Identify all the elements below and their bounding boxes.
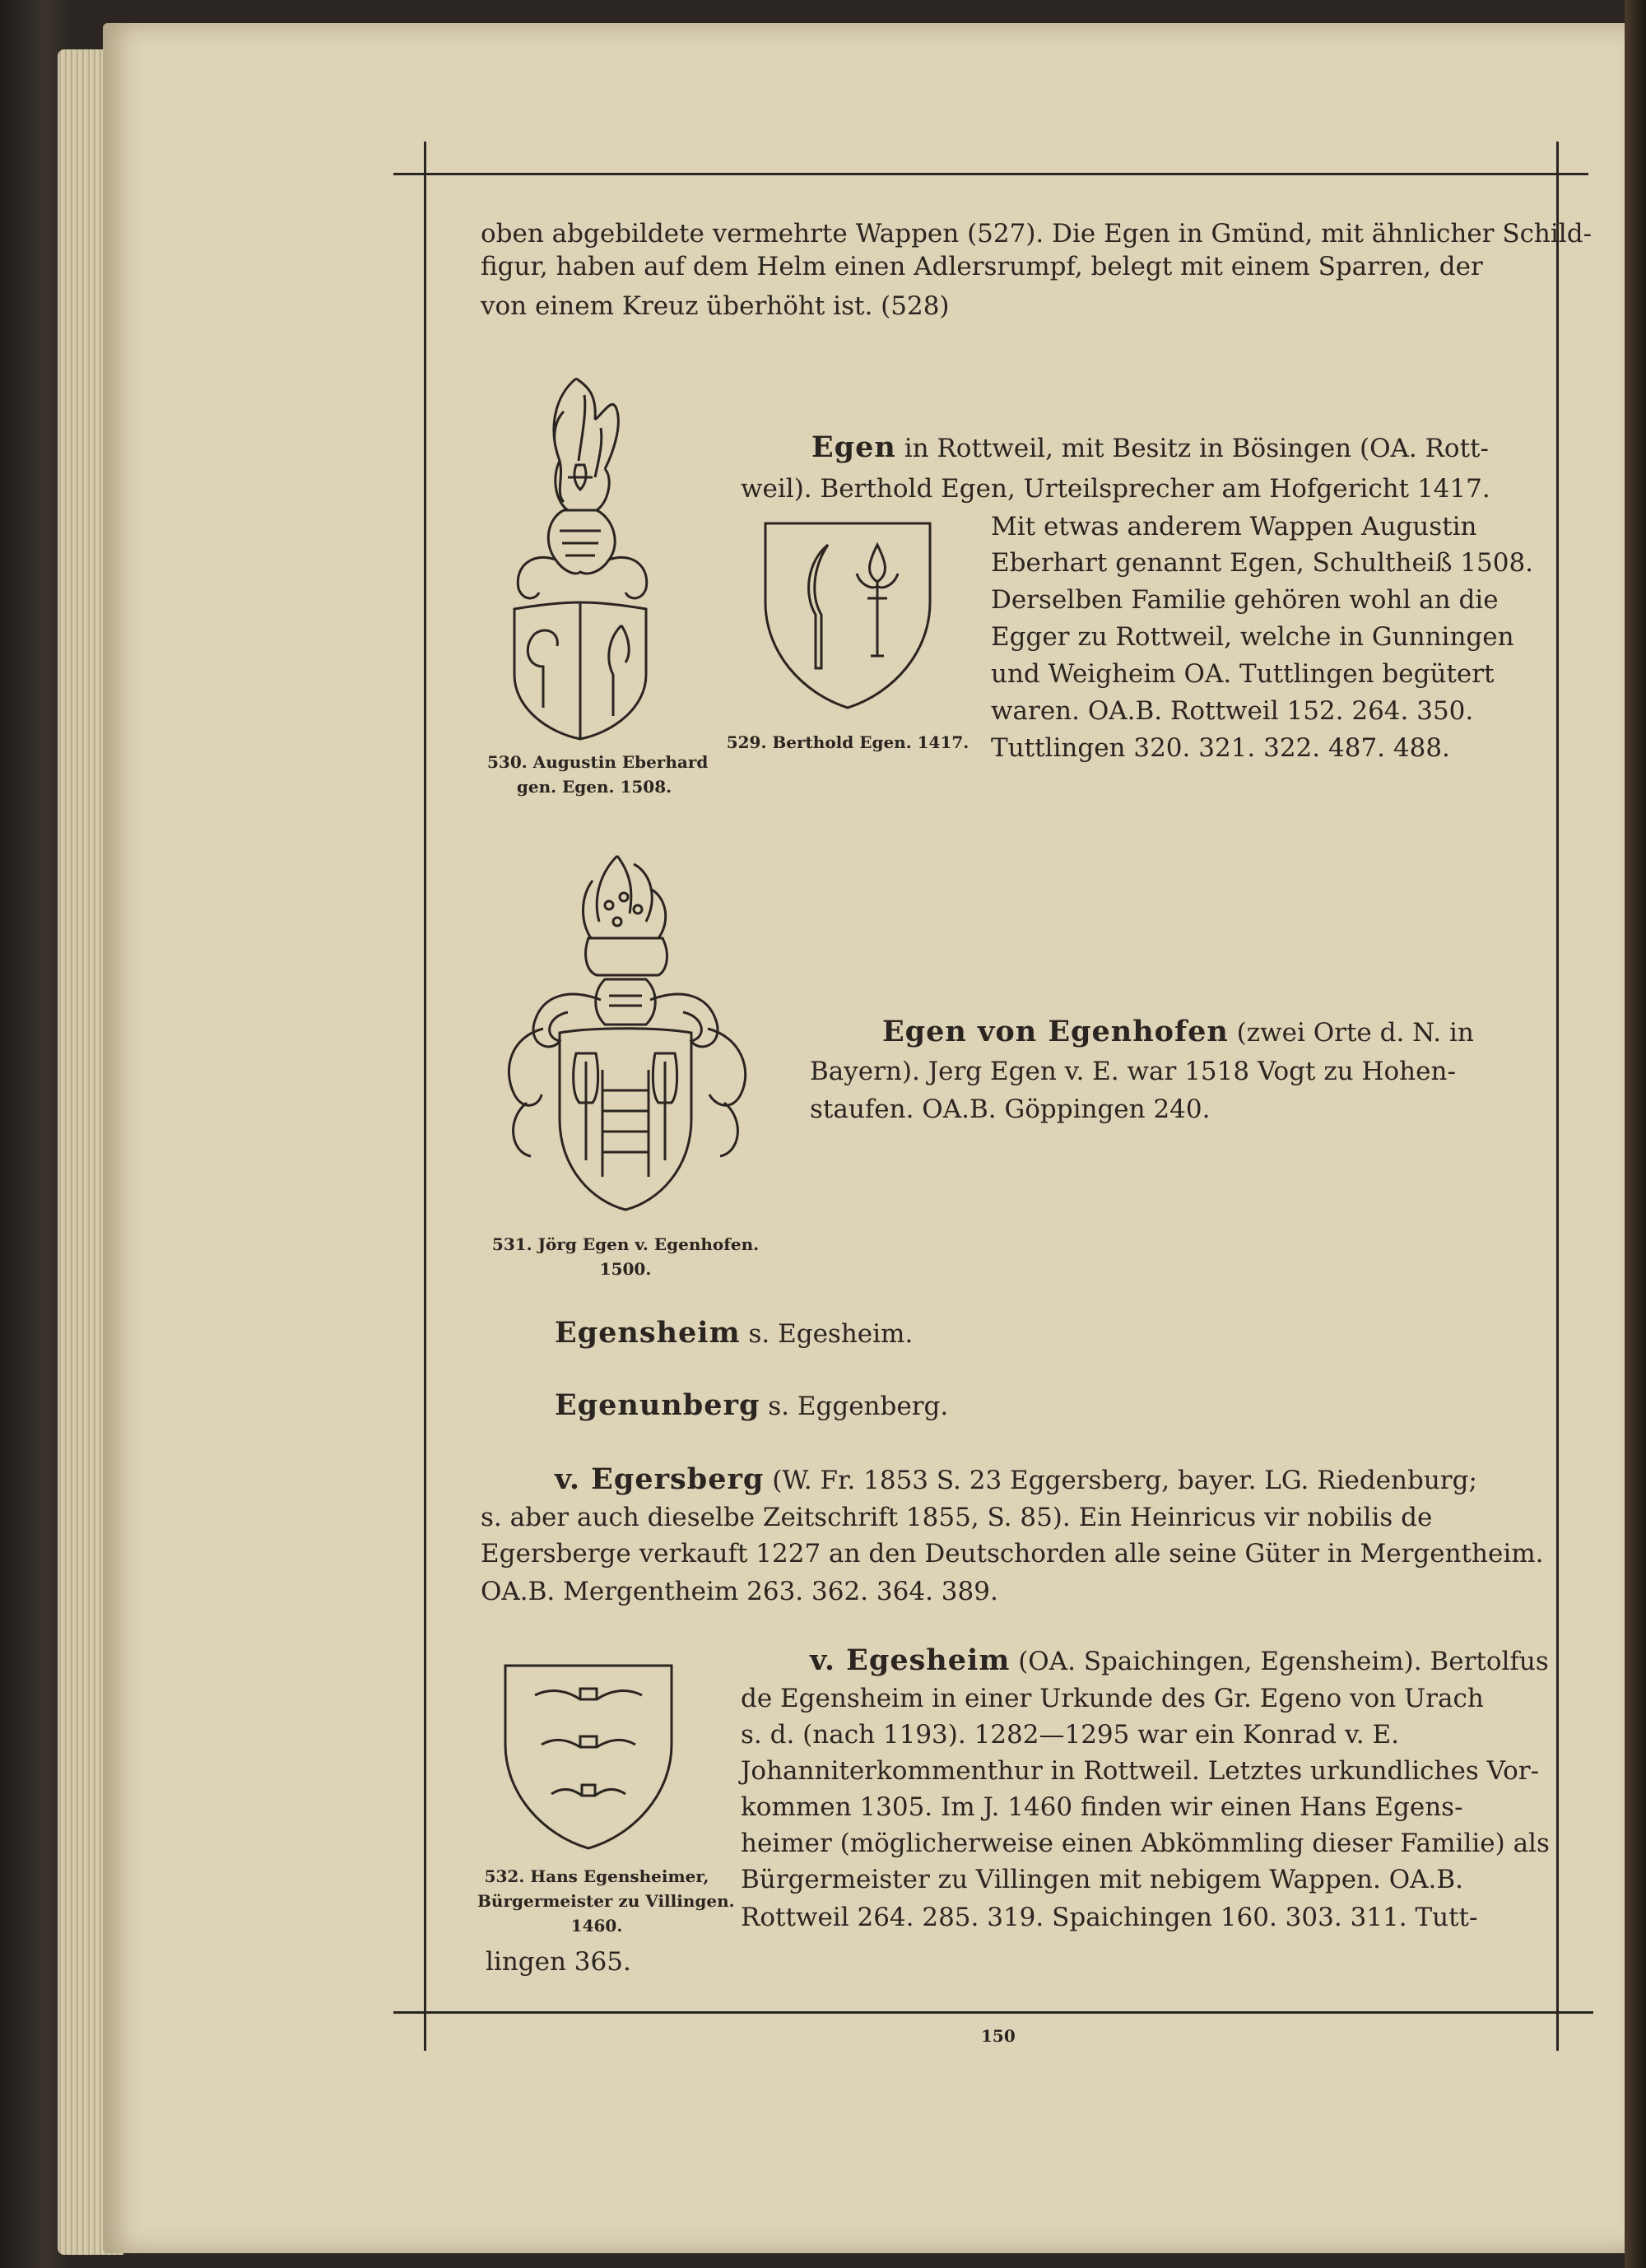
coat-of-arms-529 — [762, 520, 933, 711]
entry-egersberg-line-3: Egersberge verkauft 1227 an den Deutschorden alle seine Güter in Mergentheim. — [481, 1539, 1544, 1569]
entry-egesheim-line-9: lingen 365. — [486, 1947, 631, 1977]
entry-egenhofen-line-2: Bayern). Jerg Egen v. E. war 1518 Vogt zu Hohen- — [810, 1057, 1456, 1086]
frame-left-line — [424, 142, 426, 2051]
headword-egensheim: Egensheim — [555, 1316, 741, 1350]
entry-egersberg-line-4: OA.B. Mergentheim 263. 362. 364. 389. — [481, 1577, 998, 1606]
intro-line-2: figur, haben auf dem Helm einen Adlersrumpf, belegt mit einem Sparren, der — [481, 252, 1483, 281]
entry-egersberg-line-1: v. Egersberg (W. Fr. 1853 S. 23 Eggersberg, bayer. LG. Riedenburg; — [555, 1462, 1477, 1496]
entry-rottweil-line-3: Mit etwas anderem Wappen Augustin — [991, 512, 1477, 541]
frame-top-line — [393, 173, 1588, 175]
entry-egesheim-line-2: de Egensheim in einer Urkunde des Gr. Egeno von Urach — [741, 1684, 1484, 1713]
intro-line-1: oben abgebildete vermehrte Wappen (527). Die Egen in Gmünd, mit ähnlicher Schild- — [481, 219, 1593, 249]
headword-egenunberg: Egenunberg — [555, 1388, 760, 1422]
page-number: 150 — [981, 2026, 1016, 2046]
intro-line-3: von einem Kreuz überhöht ist. (528) — [481, 291, 950, 321]
book-cover-edge-right — [1625, 0, 1646, 2268]
coat-of-arms-532 — [502, 1662, 675, 1852]
entry-egesheim-line-7: Bürgermeister zu Villingen mit nebigem Wappen. OA.B. — [741, 1865, 1464, 1894]
entry-egesheim-line-3: s. d. (nach 1193). 1282—1295 war ein Konrad v. E. — [741, 1720, 1399, 1750]
entry-egesheim-line-6: heimer (möglicherweise einen Abkömmling dieser Familie) als — [741, 1829, 1550, 1858]
entry-egesheim-line-4: Johanniterkommenthur in Rottweil. Letztes urkundliches Vor- — [741, 1756, 1540, 1786]
caption-532-line-3: 1460. — [570, 1916, 623, 1936]
caption-530-line-1: 530. Augustin Eberhard — [487, 752, 709, 772]
entry-egersberg-line-2: s. aber auch dieselbe Zeitschrift 1855, S. 85). Ein Heinricus vir nobilis de — [481, 1503, 1433, 1532]
caption-531-line-2: 1500. — [599, 1259, 652, 1279]
frame-bottom-line — [393, 2011, 1593, 2014]
entry-egesheim-line-1: v. Egesheim (OA. Spaichingen, Egensheim). Bertolfus — [810, 1643, 1549, 1677]
headword-egen: Egen — [811, 430, 896, 464]
entry-rottweil-line-5: Derselben Familie gehören wohl an die — [991, 585, 1499, 615]
entry-egenhofen-line-3: staufen. OA.B. Göppingen 240. — [810, 1094, 1211, 1124]
entry-rottweil-line-4: Eberhart genannt Egen, Schultheiß 1508. — [991, 548, 1534, 578]
entry-egensheim: Egensheim s. Egesheim. — [555, 1316, 914, 1350]
entry-egesheim-line-5: kommen 1305. Im J. 1460 finden wir einen Hans Egens- — [741, 1792, 1463, 1822]
entry-rottweil-line-7: und Weigheim OA. Tuttlingen begütert — [991, 659, 1495, 689]
frame-right-line — [1556, 142, 1559, 2051]
caption-529: 529. Berthold Egen. 1417. — [726, 732, 969, 752]
caption-531-line-1: 531. Jörg Egen v. Egenhofen. — [491, 1234, 760, 1254]
caption-530-line-2: gen. Egen. 1508. — [516, 777, 672, 797]
caption-532-line-2: Bürgermeister zu Villingen. — [477, 1891, 735, 1911]
headword-egersberg: v. Egersberg — [555, 1462, 765, 1496]
entry-rottweil-line-6: Egger zu Rottweil, welche in Gunningen — [991, 622, 1514, 652]
entry-rottweil-line-2: weil). Berthold Egen, Urteilsprecher am Hofgericht 1417. — [741, 474, 1490, 504]
coat-of-arms-530 — [498, 362, 663, 741]
headword-egen-von-egenhofen: Egen von Egenhofen — [882, 1015, 1229, 1048]
coat-of-arms-531 — [494, 848, 765, 1218]
entry-rottweil-line-1: Egen in Rottweil, mit Besitz in Bösingen (OA. Rott- — [811, 430, 1489, 464]
entry-egenunberg: Egenunberg s. Eggenberg. — [555, 1388, 949, 1422]
entry-egesheim-line-8: Rottweil 264. 285. 319. Spaichingen 160. 303. 311. Tutt- — [741, 1903, 1478, 1932]
entry-rottweil-line-9: Tuttlingen 320. 321. 322. 487. 488. — [991, 733, 1450, 763]
entry-rottweil-line-8: waren. OA.B. Rottweil 152. 264. 350. — [991, 696, 1474, 726]
headword-egesheim: v. Egesheim — [810, 1643, 1011, 1677]
caption-532-line-1: 532. Hans Egensheimer, — [484, 1866, 709, 1886]
entry-egenhofen-line-1: Egen von Egenhofen (zwei Orte d. N. in — [882, 1015, 1474, 1048]
